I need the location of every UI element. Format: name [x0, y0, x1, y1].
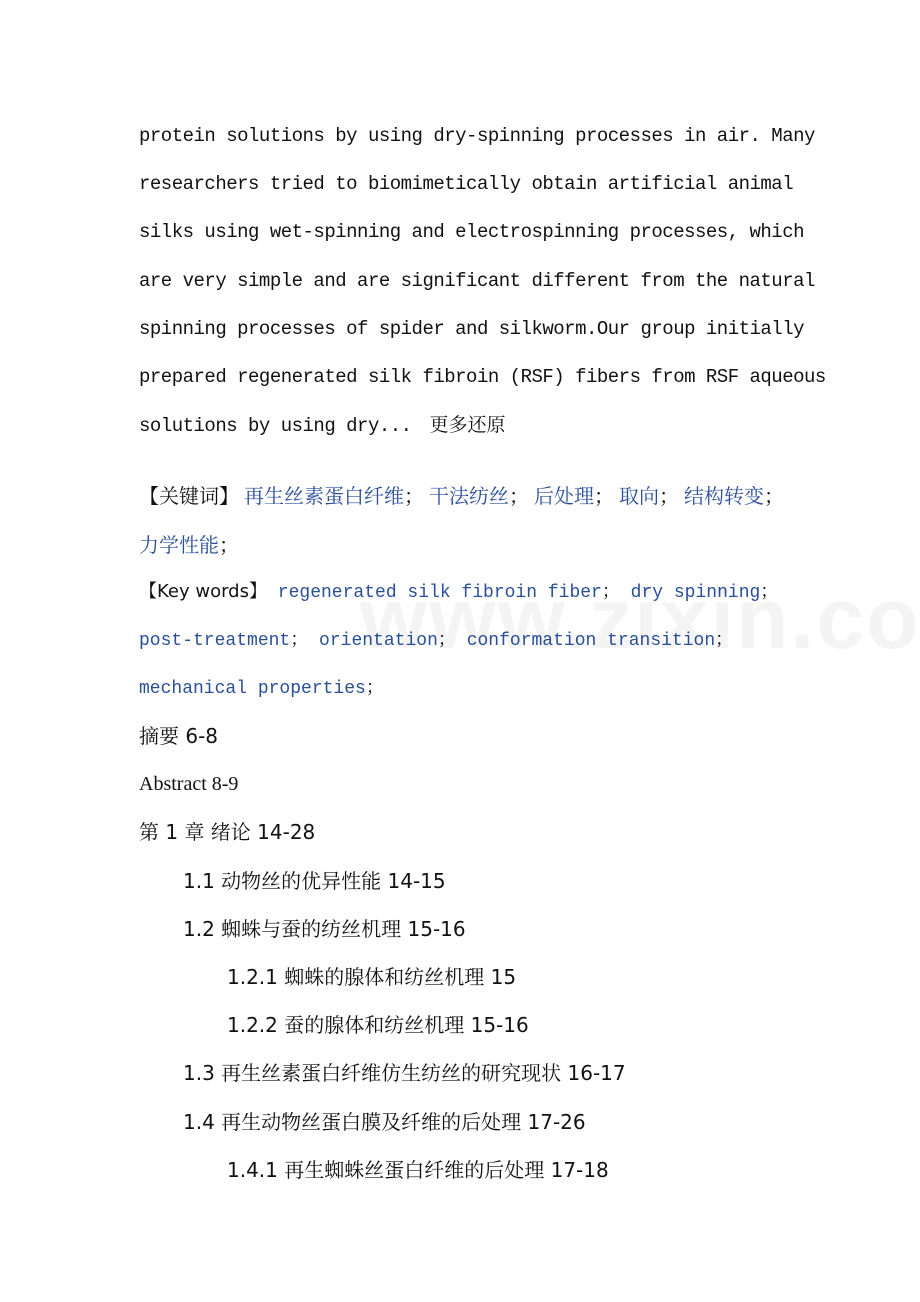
toc-item[interactable]: Abstract 8-9 [139, 773, 239, 796]
keyword-link[interactable]: dry spinning [630, 583, 761, 603]
keywords-cn [139, 472, 784, 570]
toc-item[interactable]: 第 1 章 绪论 14-28 [139, 820, 316, 845]
abstract-line: silks using wet-spinning and electrospinning processes, which [139, 221, 805, 244]
keyword-link[interactable]: 力学性能 [139, 533, 219, 557]
keyword-separator: ； [509, 484, 529, 508]
keyword-separator: ； [764, 484, 784, 508]
toc-item[interactable]: 1.4.1 再生蜘蛛丝蛋白纤维的后处理 17-18 [227, 1157, 609, 1182]
toc-item[interactable]: 1.2.1 蜘蛛的腺体和纺丝机理 15 [227, 964, 517, 989]
toc-item[interactable]: 1.3 再生丝素蛋白纤维仿生纺丝的研究现状 16-17 [183, 1061, 626, 1086]
toc-item[interactable]: 1.2 蜘蛛与蚕的纺丝机理 15-16 [183, 916, 466, 941]
more-restore-link[interactable]: 更多还原 [429, 414, 506, 437]
keyword-separator: ； [219, 533, 239, 557]
abstract-line-last [139, 401, 781, 450]
toc-item[interactable]: 1.1 动物丝的优异性能 14-15 [183, 868, 446, 893]
keyword-link[interactable]: mechanical properties [139, 679, 366, 699]
keyword-separator: ； [659, 484, 679, 508]
keyword-link[interactable]: regenerated silk fibroin fiber [277, 583, 602, 603]
abstract-line: prepared regenerated silk fibroin (RSF) fibers from RSF aqueous [139, 366, 826, 389]
abstract-line: protein solutions by using dry-spinning processes in air. Many [139, 125, 815, 147]
keyword-separator: ； [404, 484, 424, 508]
abstract-line: are very simple and are significant different from the natural [139, 269, 815, 292]
abstract-line: solutions by using dry... [139, 415, 412, 438]
keywords-cn-label: 【关键词】 [139, 484, 239, 508]
keyword-link[interactable]: 再生丝素蛋白纤维 [244, 484, 404, 508]
toc-item[interactable]: 摘要 6-8 [139, 724, 219, 748]
keyword-link[interactable]: conformation transition [466, 631, 716, 651]
keyword-link[interactable]: 后处理 [534, 484, 594, 508]
keyword-link[interactable]: 干法纺丝 [429, 484, 509, 508]
table-of-contents [139, 712, 839, 1194]
keywords-en-label: 【Key words】 [139, 581, 267, 602]
keyword-link[interactable]: post-treatment [139, 631, 291, 651]
keyword-link[interactable]: 取向 [619, 484, 659, 508]
toc-item[interactable]: 1.2.2 蚕的腺体和纺丝机理 15-16 [227, 1013, 529, 1038]
keyword-separator: ； [715, 631, 734, 651]
toc-item[interactable]: 1.4 再生动物丝蛋白膜及纤维的后处理 17-26 [183, 1109, 586, 1134]
keyword-separator: ； [594, 484, 614, 508]
abstract-line: spinning processes of spider and silkworm.Our group initially [139, 317, 805, 340]
keyword-link[interactable]: orientation [319, 631, 438, 651]
keyword-separator: ； [760, 583, 779, 603]
keyword-separator: ； [365, 679, 384, 699]
abstract-text [139, 112, 826, 450]
abstract-line: researchers tried to biomimetically obtain artificial animal [139, 173, 794, 196]
keyword-link[interactable]: 结构转变 [684, 484, 764, 508]
keyword-separator: ； [290, 631, 309, 651]
keyword-separator: ； [437, 631, 456, 651]
keywords-en [139, 568, 789, 713]
keyword-separator: ； [601, 583, 620, 603]
